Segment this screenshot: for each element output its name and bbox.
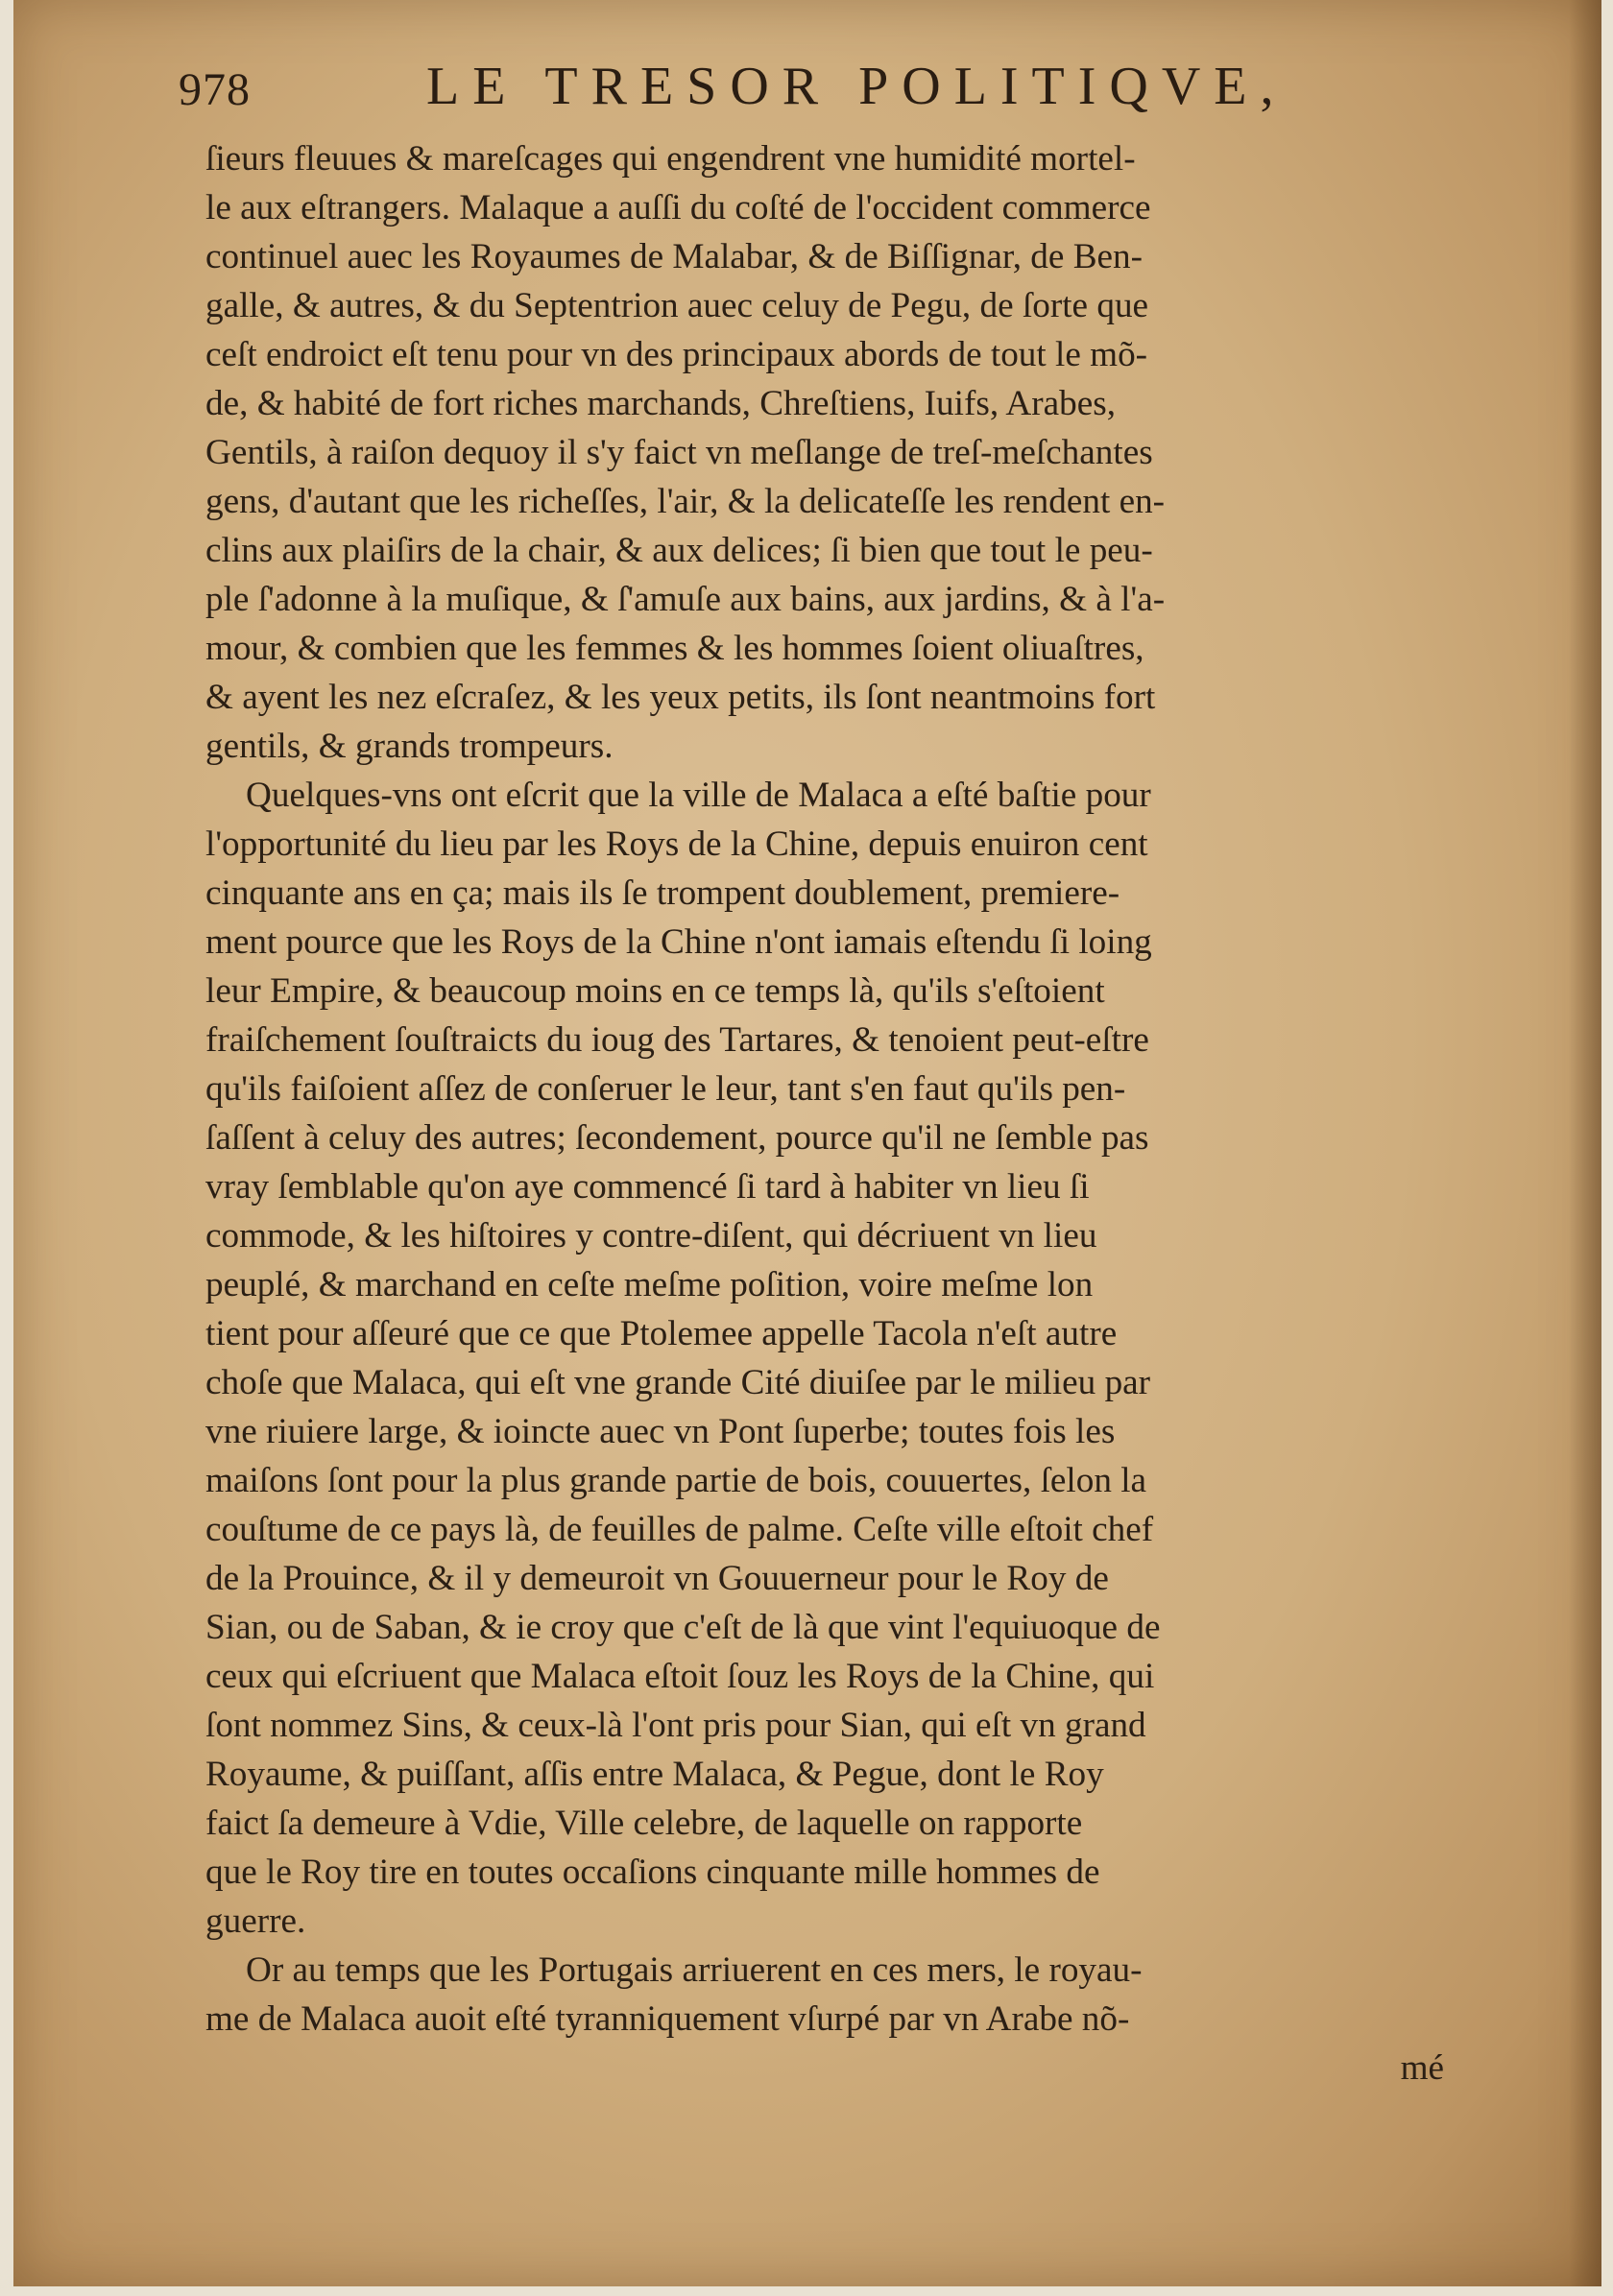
text-line: fraiſchement ſouſtraicts du ioug des Tartares, & tenoient peut-eſtre — [205, 1020, 1149, 1060]
text-line: Sian, ou de Saban, & ie croy que c'eſt de là que vint l'equiuoque de — [205, 1608, 1161, 1647]
text-line: gens, d'autant que les richeſſes, l'air, & la delicateſſe les rendent en- — [205, 482, 1166, 521]
text-line: vray ſemblable qu'on aye commencé ſi tard à habiter vn lieu ſi — [205, 1167, 1090, 1207]
text-line: couſtume de ce pays là, de feuilles de palme. Ceſte ville eſtoit chef — [205, 1510, 1154, 1549]
text-line: clins aux plaiſirs de la chair, & aux delices; ſi bien que tout le peu- — [205, 531, 1153, 570]
text-line: l'opportunité du lieu par les Roys de la Chine, depuis enuiron cent — [205, 825, 1148, 864]
text-line: me de Malaca auoit eſté tyranniquement vſurpé par vn Arabe nõ- — [205, 1999, 1130, 2039]
text-line: faict ſa demeure à Vdie, Ville celebre, de laquelle on rapporte — [205, 1804, 1083, 1843]
text-line: le aux eſtrangers. Malaque a auſſi du coſté de l'occident commerce — [205, 188, 1151, 227]
text-line: Gentils, à raiſon dequoy il s'y faict vn meſlange de treſ-meſchantes — [205, 433, 1153, 472]
text-line: ſont nommez Sins, & ceux-là l'ont pris pour Sian, qui eſt vn grand — [205, 1706, 1146, 1745]
text-line: choſe que Malaca, qui eſt vne grande Cité diuiſee par le milieu par — [205, 1363, 1151, 1402]
book-page — [13, 0, 1601, 2286]
text-line: cinquante ans en ça; mais ils ſe trompent doublement, premiere- — [205, 873, 1120, 913]
text-line: que le Roy tire en toutes occaſions cinquante mille hommes de — [205, 1853, 1100, 1892]
catchword: mé — [1400, 2048, 1444, 2088]
text-line: ceux qui eſcriuent que Malaca eſtoit ſouz les Roys de la Chine, qui — [205, 1657, 1155, 1696]
running-title: LE TRESOR POLITIQVE, — [426, 57, 1288, 116]
paragraph-first-line: Quelques-vns ont eſcrit que la ville de Malaca a eſté baſtie pour — [246, 776, 1151, 815]
text-line: Royaume, & puiſſant, aſſis entre Malaca, & Pegue, dont le Roy — [205, 1755, 1104, 1794]
text-line: qu'ils faiſoient aſſez de conſeruer le leur, tant s'en faut qu'ils pen- — [205, 1069, 1126, 1109]
text-line: peuplé, & marchand en ceſte meſme poſition, voire meſme lon — [205, 1265, 1094, 1304]
paragraph-first-line: Or au temps que les Portugais arriuerent en ces mers, le royau- — [246, 1950, 1143, 1990]
text-line: continuel auec les Royaumes de Malabar, & de Biſſignar, de Ben- — [205, 237, 1143, 276]
text-line: ment pource que les Roys de la Chine n'ont iamais eſtendu ſi loing — [205, 922, 1152, 962]
page-header — [167, 56, 1454, 123]
text-line: de la Prouince, & il y demeuroit vn Gouuerneur pour le Roy de — [205, 1559, 1109, 1598]
text-line: ſaſſent à celuy des autres; ſecondement, pource qu'il ne ſemble pas — [205, 1118, 1149, 1158]
text-line: leur Empire, & beaucoup moins en ce temps là, qu'ils s'eſtoient — [205, 971, 1105, 1011]
body-text — [205, 134, 1454, 2093]
text-line: gentils, & grands trompeurs. — [205, 727, 614, 766]
text-line: vne riuiere large, & ioincte auec vn Pont ſuperbe; toutes fois les — [205, 1412, 1116, 1451]
text-line: de, & habité de fort riches marchands, Chreſtiens, Iuifs, Arabes, — [205, 384, 1116, 423]
text-line: & ayent les nez eſcraſez, & les yeux petits, ils ſont neantmoins fort — [205, 678, 1156, 717]
text-line: commode, & les hiſtoires y contre-diſent, qui décriuent vn lieu — [205, 1216, 1097, 1256]
page-edge-shadow — [1569, 0, 1601, 2286]
text-line: galle, & autres, & du Septentrion auec celuy de Pegu, de ſorte que — [205, 286, 1149, 325]
text-line: ple ſ'adonne à la muſique, & ſ'amuſe aux bains, aux jardins, & à l'a- — [205, 580, 1166, 619]
text-line: mour, & combien que les femmes & les hommes ſoient oliuaſtres, — [205, 629, 1144, 668]
page-number: 978 — [179, 64, 251, 115]
text-line: maiſons ſont pour la plus grande partie de bois, couuertes, ſelon la — [205, 1461, 1147, 1500]
text-line: ſieurs fleuues & mareſcages qui engendrent vne humidité mortel- — [205, 139, 1136, 179]
text-line: tient pour aſſeuré que ce que Ptolemee appelle Tacola n'eſt autre — [205, 1314, 1118, 1353]
text-line: ceſt endroict eſt tenu pour vn des principaux abords de tout le mõ- — [205, 335, 1148, 374]
text-line: guerre. — [205, 1901, 306, 1941]
